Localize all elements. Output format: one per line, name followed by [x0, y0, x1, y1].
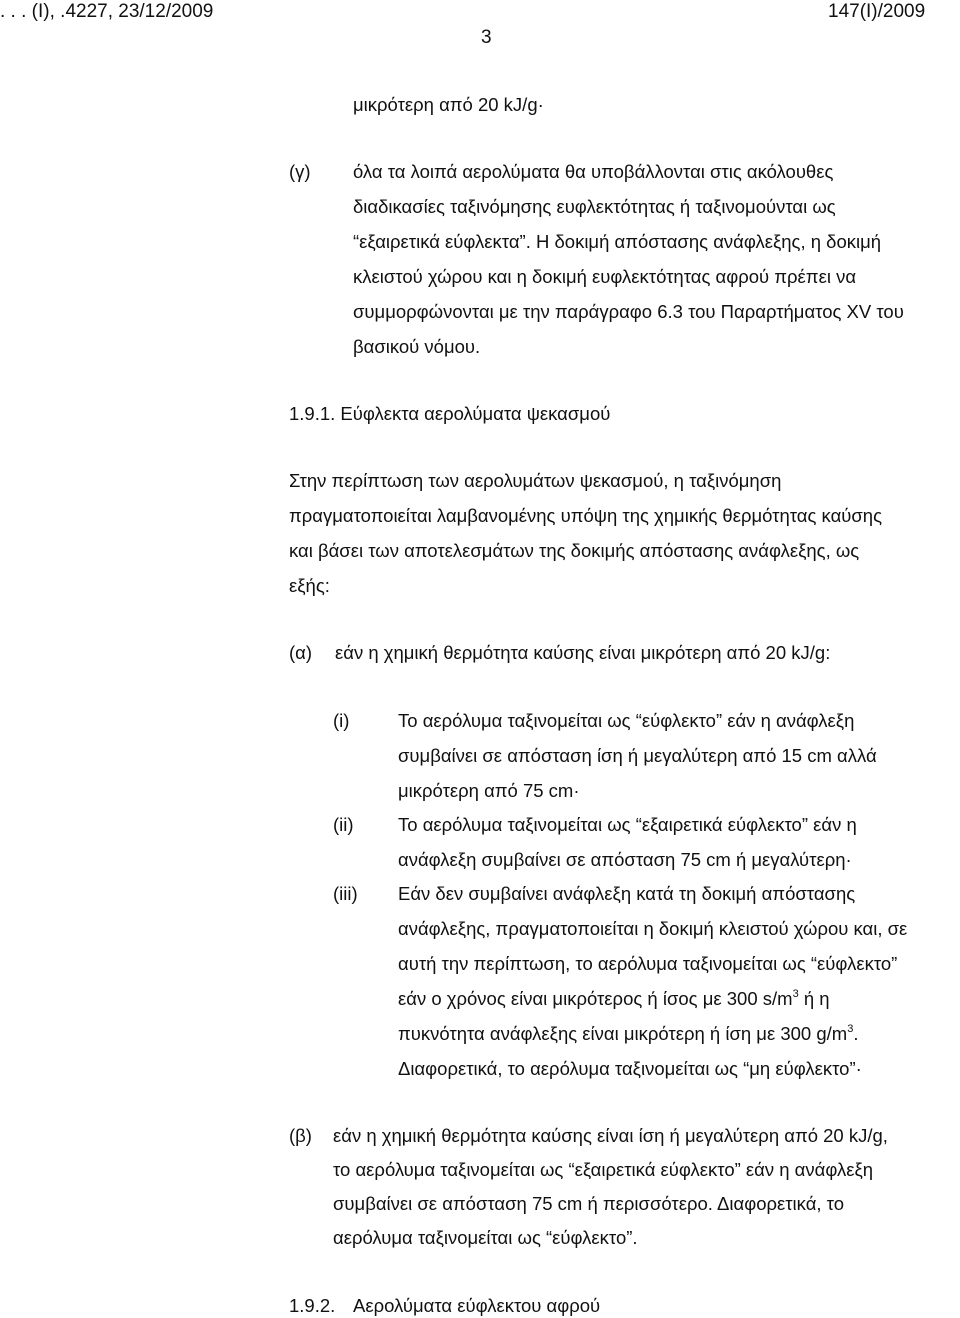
item-gamma-line: βασικού νόμου. — [353, 336, 481, 357]
intro-line: πραγματοποιείται λαμβανομένης υπόψη της χημικής θερμότητας καύσης — [289, 505, 883, 526]
sub-iii-line4-tail: ή η — [798, 988, 830, 1009]
header-left: . . . (Ι), .4227, 23/12/2009 — [0, 1, 214, 22]
item-gamma-line: “εξαιρετικά εύφλεκτα”. Η δοκιμή απόστασης ανάφλεξης, η δοκιμή — [353, 231, 882, 252]
sub-iii-line: Εάν δεν συμβαίνει ανάφλεξη κατά τη δοκιμή απόστασης — [398, 883, 856, 904]
continuation-line: μικρότερη από 20 kJ/g· — [353, 94, 544, 115]
section-192-title: Αερολύματα εύφλεκτου αφρού — [353, 1295, 601, 1316]
item-beta-label: (β) — [289, 1125, 312, 1146]
item-beta-line: εάν η χημική θερμότητα καύσης είναι ίση ή μεγαλύτερη από 20 kJ/g, — [333, 1125, 888, 1146]
section-192-number: 1.9.2. — [289, 1295, 336, 1316]
intro-line: και βάσει των αποτελεσμάτων της δοκιμής απόστασης ανάφλεξης, ως — [289, 540, 860, 561]
sub-iii-label: (iii) — [333, 883, 358, 904]
superscript: 3 — [847, 1022, 854, 1035]
sub-iii-line — [398, 989, 830, 1009]
sub-iii-line: ανάφλεξης, πραγματοποιείται η δοκιμή κλειστού χώρου και, σε — [398, 918, 908, 939]
sub-iii-line5-text: πυκνότητα ανάφλεξης είναι μικρότερη ή ίση με 300 g/m — [398, 1023, 848, 1044]
item-alpha-text: εάν η χημική θερμότητα καύσης είναι μικρότερη από 20 kJ/g: — [335, 642, 831, 663]
sub-i-line: συμβαίνει σε απόσταση ίση ή μεγαλύτερη από 15 cm αλλά — [398, 745, 877, 766]
header-right: 147(Ι)/2009 — [828, 1, 926, 22]
item-gamma-line: κλειστού χώρου και η δοκιμή ευφλεκτότητας αφρού πρέπει να — [353, 266, 857, 287]
sub-ii-line: Το αερόλυμα ταξινομείται ως “εξαιρετικά εύφλεκτο” εάν η — [398, 814, 857, 835]
page-number: 3 — [481, 27, 492, 48]
intro-line: Στην περίπτωση των αερολυμάτων ψεκασμού, η ταξινόμηση — [289, 470, 782, 491]
sub-i-label: (i) — [333, 710, 350, 731]
sub-iii-line — [398, 1024, 858, 1044]
superscript: 3 — [792, 987, 799, 1000]
item-beta-line: αερόλυμα ταξινομείται ως “εύφλεκτο”. — [333, 1227, 638, 1248]
item-gamma-line: διαδικασίες ταξινόμησης ευφλεκτότητας ή ταξινομούνται ως — [353, 196, 836, 217]
item-gamma-label: (γ) — [289, 161, 311, 182]
sub-iii-line5-tail: . — [853, 1023, 859, 1044]
item-alpha-label: (α) — [289, 642, 313, 663]
sub-ii-label: (ii) — [333, 814, 354, 835]
sub-iii-line: Διαφορετικά, το αερόλυμα ταξινομείται ως “μη εύφλεκτο”· — [398, 1058, 862, 1079]
sub-iii-line4-text: εάν ο χρόνος είναι μικρότερος ή ίσος με 300 s/m — [398, 988, 793, 1009]
section-191-heading: 1.9.1. Εύφλεκτα αερολύματα ψεκασμού — [289, 403, 611, 424]
sub-i-line: Το αερόλυμα ταξινομείται ως “εύφλεκτο” εάν η ανάφλεξη — [398, 710, 855, 731]
sub-ii-line: ανάφλεξη συμβαίνει σε απόσταση 75 cm ή μεγαλύτερη· — [398, 849, 852, 870]
sub-iii-line: αυτή την περίπτωση, το αερόλυμα ταξινομείται ως “εύφλεκτο” — [398, 953, 898, 974]
sub-i-line: μικρότερη από 75 cm· — [398, 780, 580, 801]
item-beta-line: συμβαίνει σε απόσταση 75 cm ή περισσότερο. Διαφορετικά, το — [333, 1193, 844, 1214]
item-gamma-line: συμμορφώνονται με την παράγραφο 6.3 του Παραρτήματος XV του — [353, 301, 904, 322]
item-beta-line: το αερόλυμα ταξινομείται ως “εξαιρετικά εύφλεκτο” εάν η ανάφλεξη — [333, 1159, 874, 1180]
item-gamma-line: όλα τα λοιπά αερολύματα θα υποβάλλονται στις ακόλουθες — [353, 161, 834, 182]
intro-line: εξής: — [289, 575, 330, 596]
